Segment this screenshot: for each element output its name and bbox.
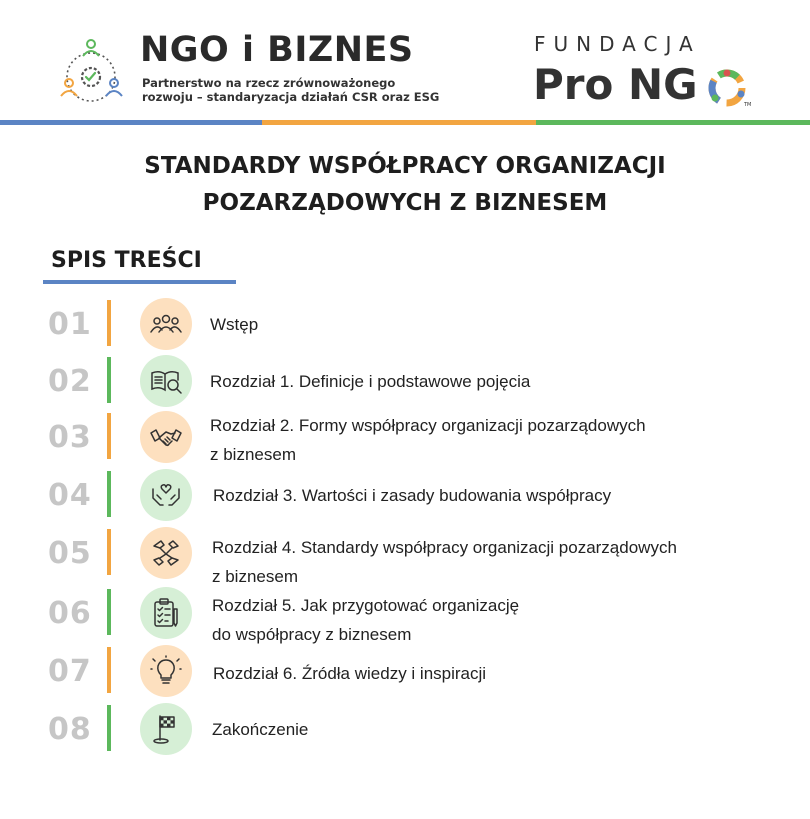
toc-item-accent-bar bbox=[107, 705, 111, 751]
finish-flag-icon bbox=[140, 703, 192, 755]
ngo-biznes-logo-icon bbox=[58, 36, 138, 106]
hands-heart-icon bbox=[140, 469, 192, 521]
pro-ngo-label: Pro NG bbox=[533, 60, 698, 109]
lightbulb-icon bbox=[140, 645, 192, 697]
toc-item-label: Rozdział 3. Wartości i zasady budowania współpracy bbox=[213, 486, 612, 505]
toc-item-accent-bar bbox=[107, 357, 111, 403]
header-stripe-blue bbox=[0, 120, 262, 125]
toc-heading: SPIS TREŚCI bbox=[51, 248, 202, 273]
toc-item[interactable] bbox=[0, 587, 810, 643]
pro-ngo-o-logo-icon bbox=[707, 68, 751, 108]
toc-item-label bbox=[210, 411, 646, 469]
toc-item-accent-bar bbox=[107, 413, 111, 459]
toc-item[interactable] bbox=[0, 298, 810, 354]
toc-item-accent-bar bbox=[107, 589, 111, 635]
svg-text:TM: TM bbox=[744, 102, 751, 108]
subtitle-line-2: rozwoju – standaryzacja działań CSR oraz ESG bbox=[142, 90, 440, 104]
document-title bbox=[0, 148, 810, 222]
toc-item-label: Rozdział 1. Definicje i podstawowe pojęcia bbox=[210, 372, 531, 391]
toc-item-accent-bar bbox=[107, 647, 111, 693]
toc-item-number: 05 bbox=[48, 536, 92, 571]
toc-item-accent-bar bbox=[107, 471, 111, 517]
toc-item-label: Zakończenie bbox=[212, 720, 309, 739]
toc-item-label-line-1: Rozdział 4. Standardy współpracy organizacji pozarządowych bbox=[212, 538, 677, 557]
document-title-line-2: POZARZĄDOWYCH Z BIZNESEM bbox=[202, 190, 608, 216]
ngo-biznes-subtitle bbox=[142, 76, 439, 104]
hands-circle-icon bbox=[140, 527, 192, 579]
toc-item-number: 03 bbox=[48, 420, 92, 455]
toc-item-number: 06 bbox=[48, 596, 92, 631]
toc-item-number: 08 bbox=[48, 712, 92, 747]
people-group-icon bbox=[140, 298, 192, 350]
open-book-magnifier-icon bbox=[140, 355, 192, 407]
toc-item[interactable] bbox=[0, 645, 810, 701]
toc-item-number: 07 bbox=[48, 654, 92, 689]
fundacja-label: FUNDACJA bbox=[534, 32, 701, 56]
toc-item-label-line-1: Rozdział 5. Jak przygotować organizację bbox=[212, 596, 520, 615]
handshake-icon bbox=[140, 411, 192, 463]
toc-item[interactable] bbox=[0, 703, 810, 759]
toc-item-label-line-2: z biznesem bbox=[210, 445, 296, 464]
toc-item[interactable] bbox=[0, 355, 810, 411]
toc-item-number: 04 bbox=[48, 478, 92, 513]
toc-item-label: Rozdział 6. Źródła wiedzy i inspiracji bbox=[213, 664, 487, 683]
toc-item-accent-bar bbox=[107, 529, 111, 575]
toc-item-label-line-2: z biznesem bbox=[212, 567, 298, 586]
toc-heading-underline bbox=[43, 280, 236, 284]
ngo-biznes-title: NGO i BIZNES bbox=[140, 30, 414, 70]
toc-item-label bbox=[212, 533, 677, 591]
toc-item-accent-bar bbox=[107, 300, 111, 346]
header-stripe-orange bbox=[262, 120, 536, 125]
subtitle-line-1: Partnerstwo na rzecz zrównoważonego bbox=[142, 76, 396, 90]
header-stripe-green bbox=[536, 120, 810, 125]
toc-item-number: 01 bbox=[48, 307, 92, 342]
toc-item-number: 02 bbox=[48, 364, 92, 399]
toc-item-label-line-2: do współpracy z biznesem bbox=[212, 625, 412, 644]
document-title-line-1: STANDARDY WSPÓŁPRACY ORGANIZACJI bbox=[144, 153, 666, 179]
toc-item[interactable] bbox=[0, 469, 810, 525]
toc-item[interactable] bbox=[0, 527, 810, 586]
toc-item-label bbox=[212, 591, 519, 649]
toc-item[interactable] bbox=[0, 411, 810, 467]
clipboard-checklist-icon bbox=[140, 587, 192, 639]
toc-item-label: Wstęp bbox=[210, 315, 259, 334]
toc-item-label-line-1: Rozdział 2. Formy współpracy organizacji pozarządowych bbox=[210, 416, 646, 435]
page-header bbox=[0, 0, 810, 126]
